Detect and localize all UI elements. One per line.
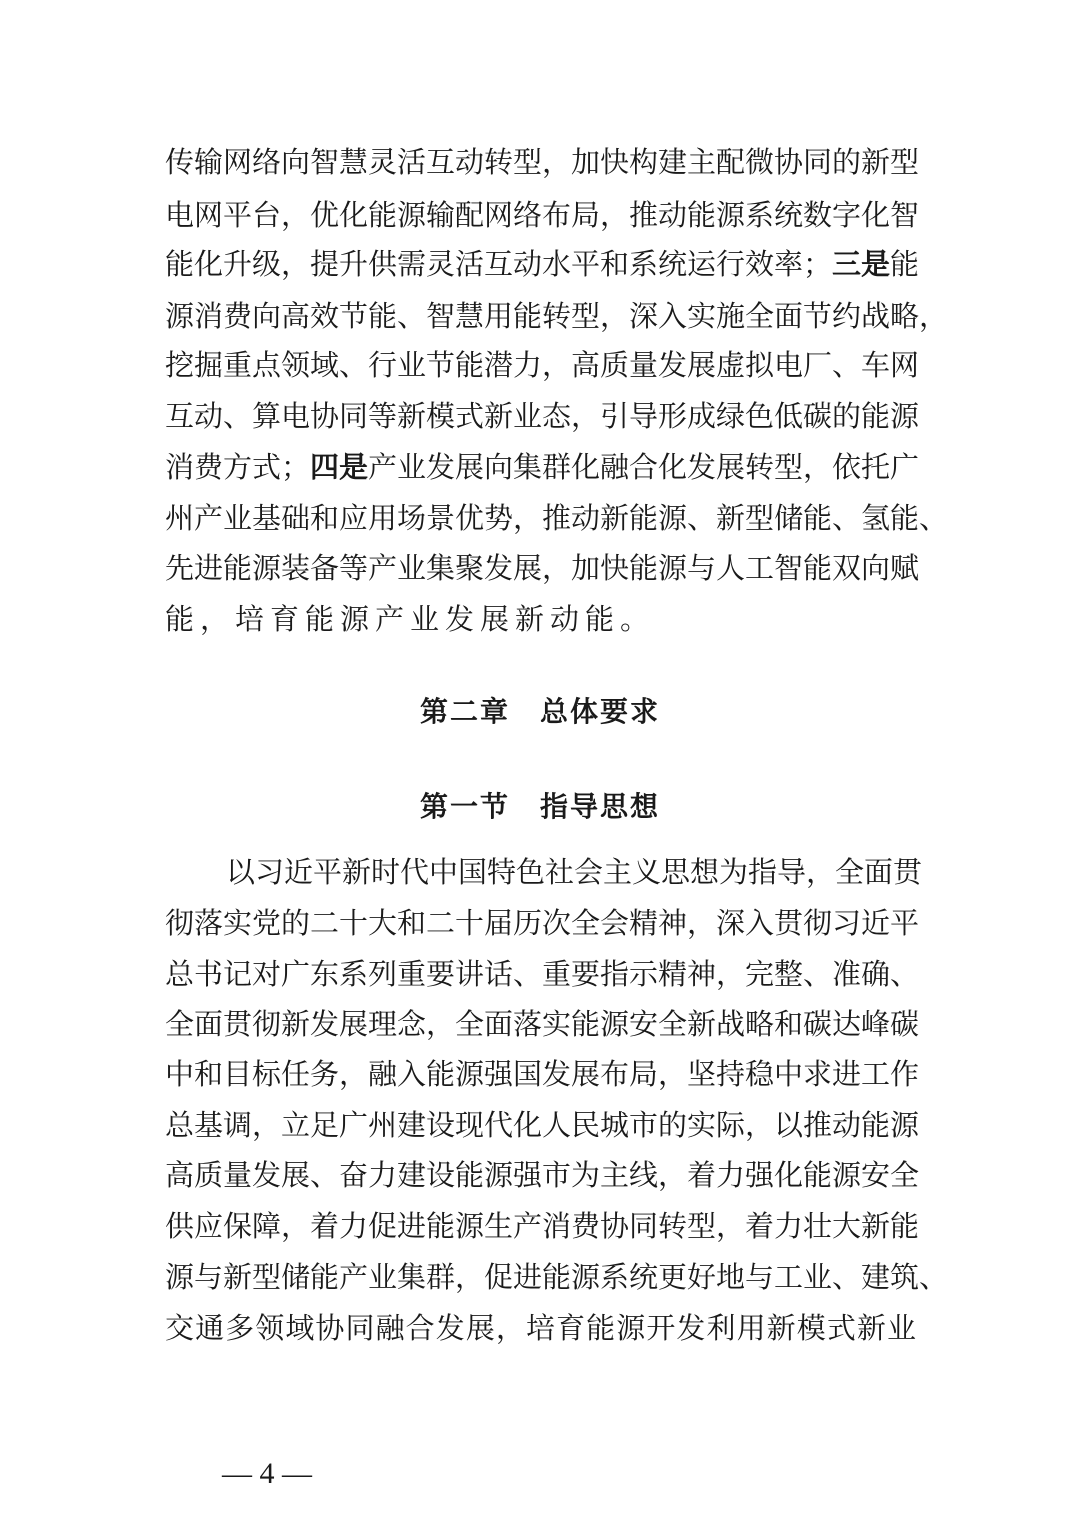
paragraph-line: 供应保障，着力促进能源生产消费协同转型，着力壮大新能 xyxy=(165,1209,920,1243)
paragraph-line: 挖掘重点领域、行业节能潜力，高质量发展虚拟电厂、车网 xyxy=(165,348,920,382)
paragraph-line: 州产业基础和应用场景优势，推动新能源、新型储能、氢能、 xyxy=(165,501,949,535)
paragraph-line: 全面贯彻新发展理念，全面落实能源安全新战略和碳达峰碳 xyxy=(165,1007,920,1041)
paragraph-line: 总书记对广东系列重要讲话、重要指示精神，完整、准确、 xyxy=(165,957,920,991)
paragraph-line: 彻落实党的二十大和二十届历次全会精神，深入贯彻习近平 xyxy=(165,906,920,940)
paragraph-line: 中和目标任务，融入能源强国发展布局，坚持稳中求进工作 xyxy=(165,1057,920,1091)
text-run: 产业发展向集群化融合化发展转型，依托广 xyxy=(368,450,920,484)
paragraph-line: 以习近平新时代中国特色社会主义思想为指导，全面贯 xyxy=(226,855,923,889)
emphasis-text: 三是 xyxy=(832,247,891,281)
chapter-heading: 第二章 总体要求 xyxy=(419,695,660,728)
paragraph-line xyxy=(165,244,920,284)
paragraph-line: 互动、算电协同等新模式新业态，引导形成绿色低碳的能源 xyxy=(165,399,920,433)
paragraph-line: 能，培育能源产业发展新动能。 xyxy=(165,602,656,636)
paragraph-line: 高质量发展、奋力建设能源强市为主线，着力强化能源安全 xyxy=(165,1158,920,1192)
paragraph-line: 交通多领域协同融合发展，培育能源开发利用新模式新业 xyxy=(165,1311,916,1345)
section-heading: 第一节 指导思想 xyxy=(419,790,660,823)
emphasis-text: 四是 xyxy=(310,450,369,484)
text-run: 消费方式； xyxy=(165,450,311,484)
paragraph-line: 源与新型储能产业集群，促进能源系统更好地与工业、建筑、 xyxy=(165,1260,949,1294)
text-run: 能 xyxy=(890,247,920,281)
paragraph-line: 电网平台，优化能源输配网络布局，推动能源系统数字化智 xyxy=(165,198,920,232)
page-number: — 4 — xyxy=(222,1457,312,1490)
paragraph-line xyxy=(165,447,920,487)
paragraph-line: 总基调，立足广州建设现代化人民城市的实际，以推动能源 xyxy=(165,1108,920,1142)
paragraph-line: 传输网络向智慧灵活互动转型，加快构建主配微协同的新型 xyxy=(165,145,920,179)
paragraph-line: 先进能源装备等产业集聚发展，加快能源与人工智能双向赋 xyxy=(165,551,920,585)
paragraph-line: 源消费向高效节能、智慧用能转型，深入实施全面节约战略， xyxy=(165,299,949,333)
text-run: 能化升级，提升供需灵活互动水平和系统运行效率； xyxy=(165,247,833,281)
